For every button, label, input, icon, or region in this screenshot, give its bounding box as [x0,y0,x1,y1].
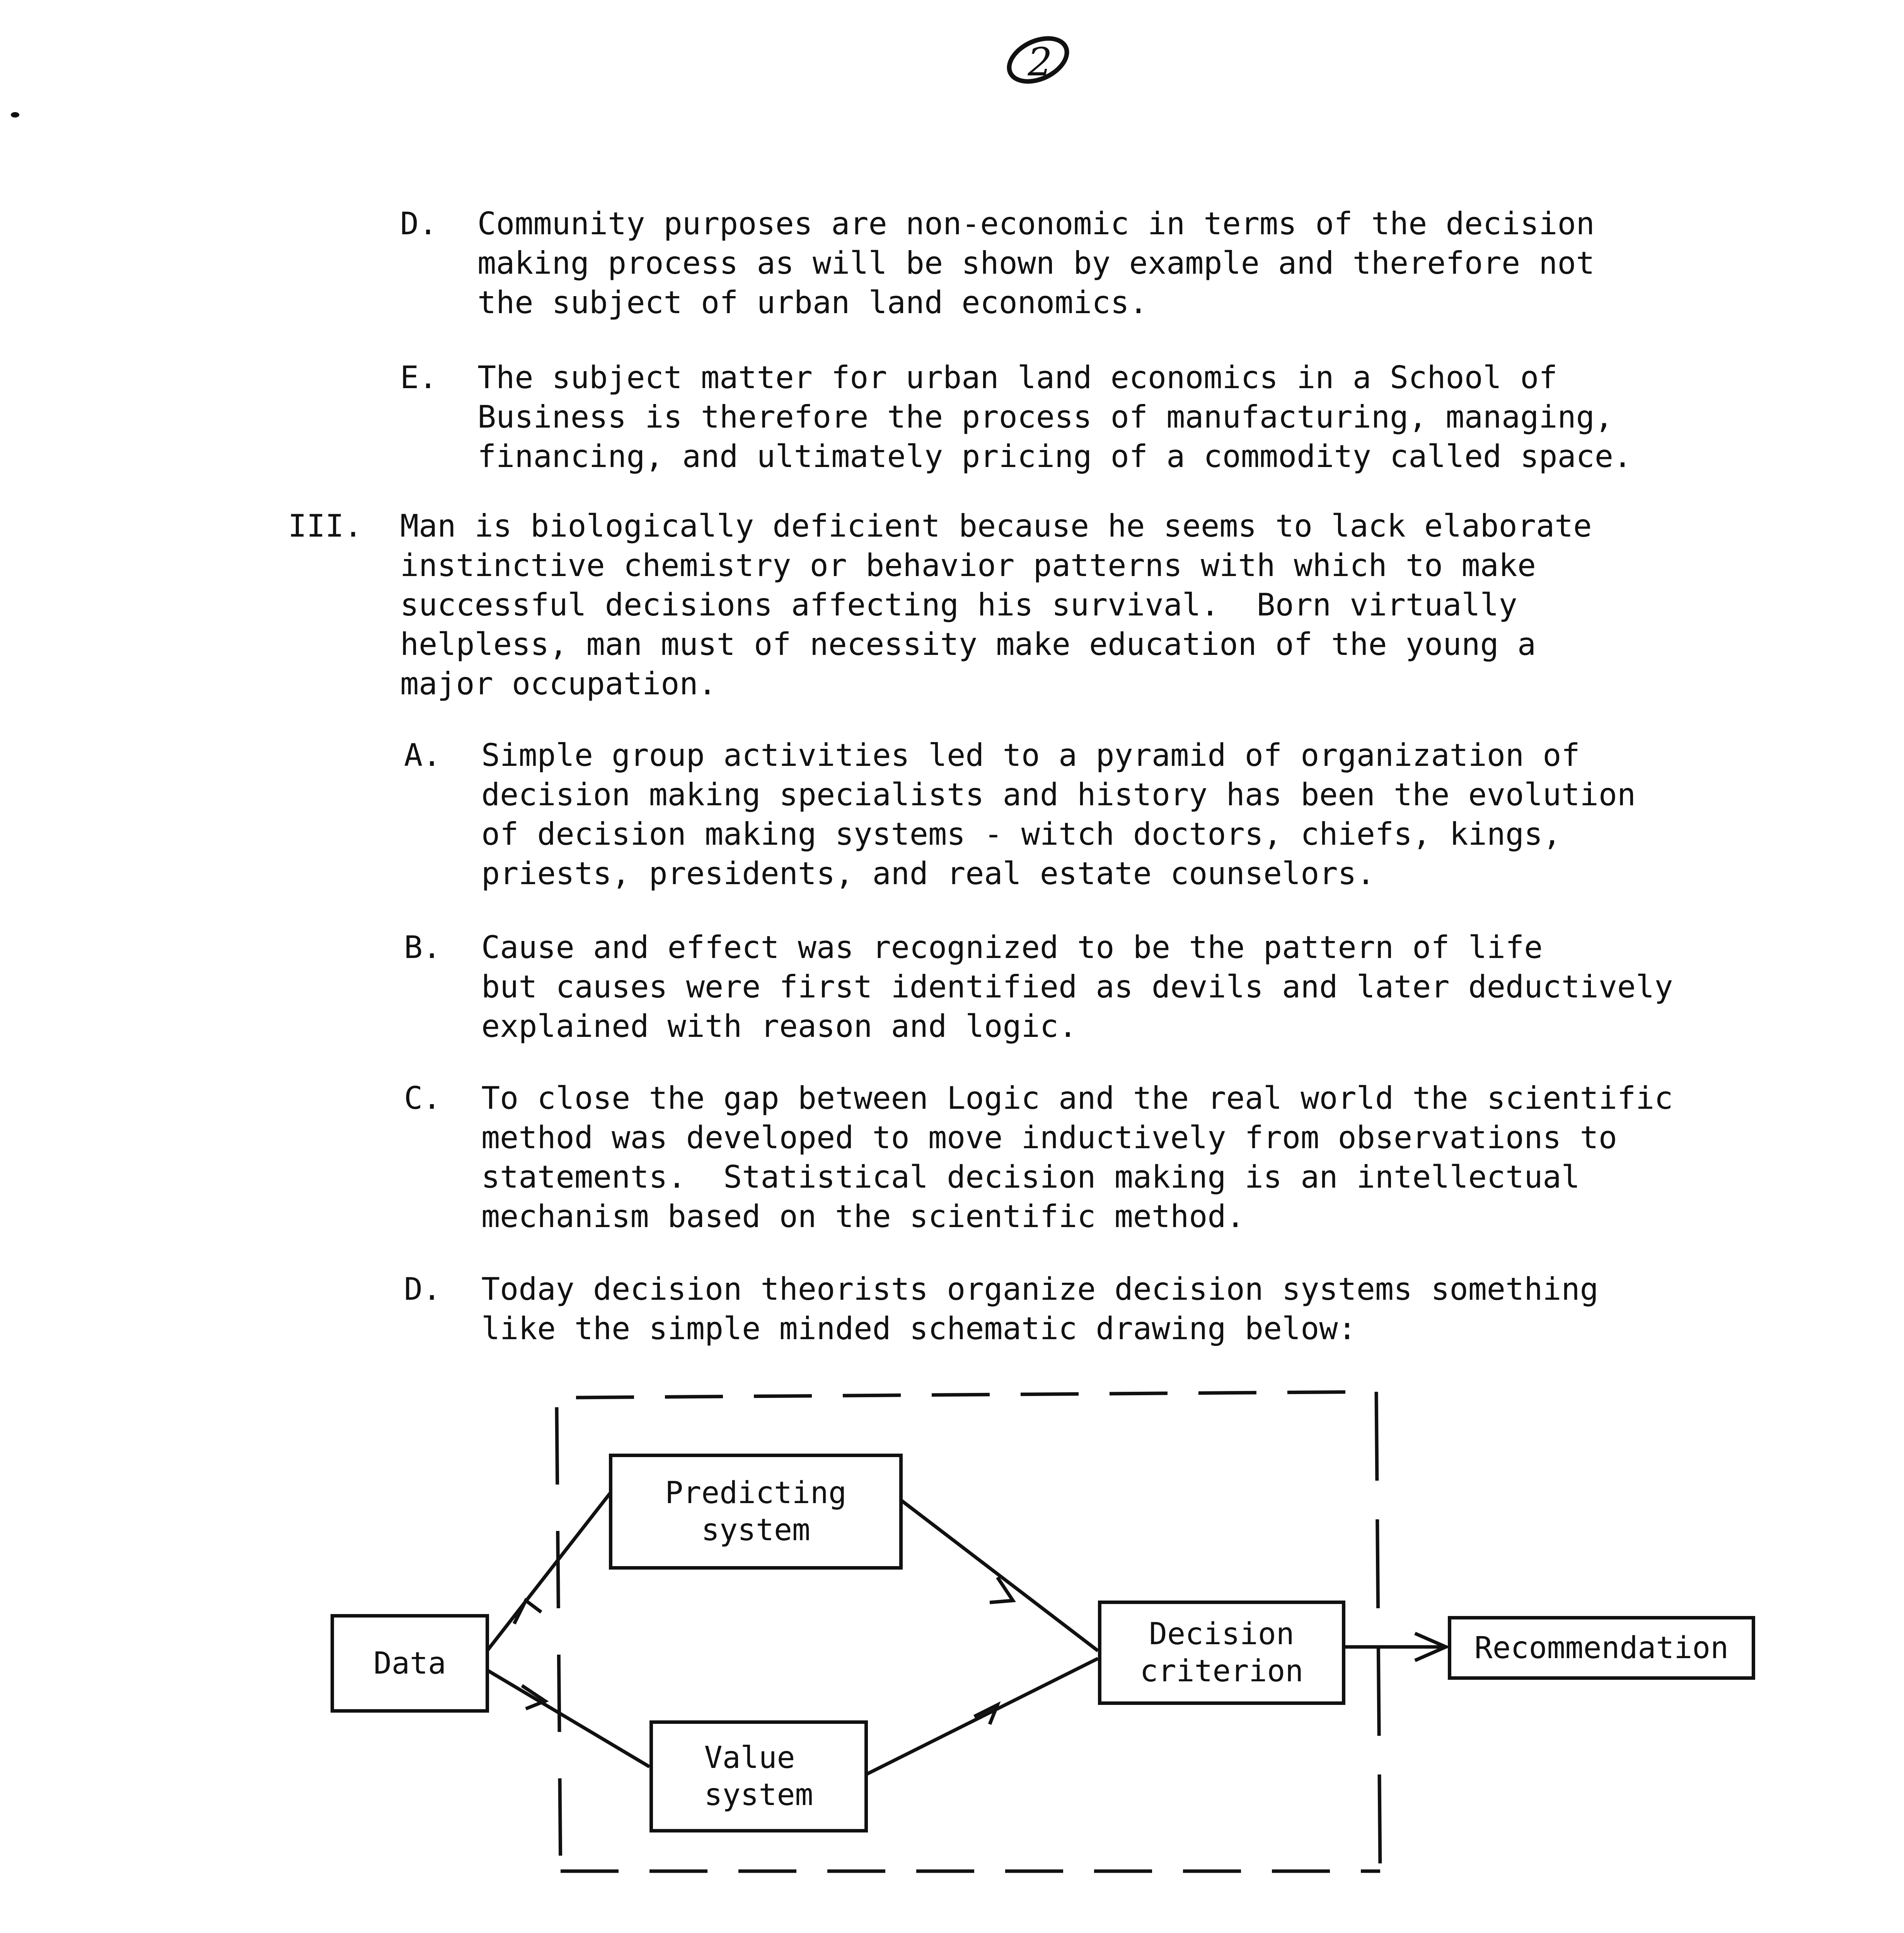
recommendation-label: Recommendation [1474,1630,1729,1665]
paragraph-line: Community purposes are non-economic in terms of the decision [477,206,1595,242]
paragraph-line: Man is biologically deficient because he seems to lack elaborate [400,508,1592,544]
paragraph-line: financing, and ultimately pricing of a commodity called space. [477,438,1632,474]
paragraph-line: method was developed to move inductively from observations to [481,1120,1618,1156]
page-number-text: 2 [1028,39,1052,85]
arrow-data-to-predicting [487,1492,611,1651]
arrow-data-to-value [487,1670,649,1767]
paragraph-line: explained with reason and logic. [481,1008,1077,1044]
arrowhead-icon [514,1601,541,1624]
value-system-box [649,1720,868,1832]
item-marker: D. [404,1271,441,1307]
paragraph-line: Cause and effect was recognized to be the pattern of life [481,929,1543,965]
section-marker: III. [288,508,363,544]
item-marker: A. [404,737,441,773]
paragraph-line: Business is therefore the process of manufacturing, managing, [477,399,1614,435]
data-label: Data [373,1646,446,1681]
arrow-value-to-criterion [866,1659,1098,1774]
item-marker: C. [404,1080,441,1116]
decision-criterion-box [1098,1601,1345,1705]
paragraph-line: the subject of urban land economics. [477,285,1148,320]
paragraph-line: successful decisions affecting his survival. Born virtually [400,587,1517,623]
recommendation-box [1448,1616,1755,1680]
data-box [331,1614,489,1713]
paragraph-line: helpless, man must of necessity make education of the young a [400,626,1536,662]
paragraph-line: Simple group activities led to a pyramid of organization of [481,737,1580,773]
item-marker: D. [400,206,438,242]
item-marker: B. [404,929,441,965]
paragraph-line: instinctive chemistry or behavior patterns with which to make [400,547,1536,583]
paragraph-line: like the simple minded schematic drawing below: [481,1311,1357,1347]
paragraph-line: of decision making systems - witch doctors, chiefs, kings, [481,816,1561,852]
item-marker: E. [400,360,438,395]
paragraph-line: To close the gap between Logic and the real world the scientific [481,1080,1673,1116]
predicting-system-box [609,1454,903,1570]
arrow-predicting-to-criterion [901,1500,1098,1651]
paragraph-line: priests, presidents, and real estate counselors. [481,856,1375,891]
paragraph-line: mechanism based on the scientific method. [481,1198,1245,1234]
paragraph-line: but causes were first identified as devils and later deductively [481,969,1673,1005]
paragraph-line: The subject matter for urban land economics in a School of [477,360,1558,395]
value-system-label: Value system [704,1740,813,1812]
paragraph-line: making process as will be shown by example and therefore not [477,245,1595,281]
predicting-system-label: Predicting system [665,1476,847,1548]
decision-criterion-label: Decision criterion [1140,1617,1304,1689]
paragraph-line: major occupation. [400,666,717,702]
paragraph-line: Today decision theorists organize decision systems something [481,1271,1599,1307]
paragraph-line: decision making specialists and history has been the evolution [481,777,1636,813]
paragraph-line: statements. Statistical decision making is an intellectual [481,1159,1580,1195]
